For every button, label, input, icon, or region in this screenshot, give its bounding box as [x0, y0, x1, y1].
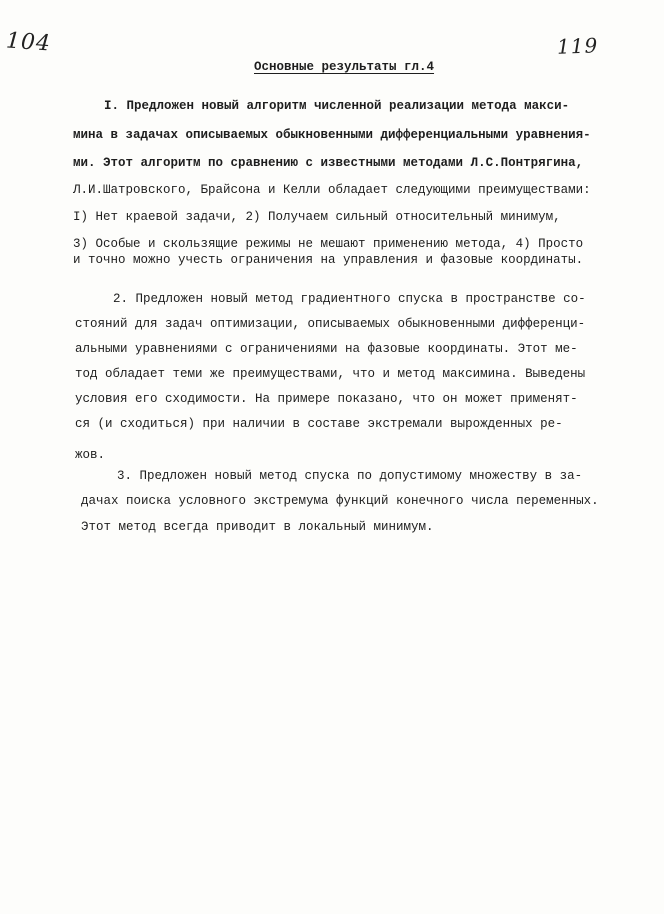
paragraph-2-line-7: жов.	[75, 448, 106, 462]
paragraph-3-line-3: Этот метод всегда приводит в локальный минимум.	[81, 520, 434, 534]
paragraph-1-line-6: 3) Особые и скользящие режимы не мешают применению метода, 4) Просто	[73, 237, 584, 251]
paragraph-3-line-1: 3. Предложен новый метод спуска по допустимому множеству в за-	[117, 469, 583, 483]
paragraph-1-line-4: Л.И.Шатровского, Брайсона и Келли обладает следующими преимуществами:	[73, 183, 591, 197]
paragraph-1-line-1: I. Предложен новый алгоритм численной реализации метода макси-	[104, 99, 570, 113]
paragraph-2-line-5: условия его сходимости. На примере показано, что он может применят-	[75, 392, 578, 406]
paragraph-1-line-3: ми. Этот алгоритм по сравнению с известными методами Л.С.Понтрягина,	[73, 156, 584, 170]
paragraph-2-line-4: тод обладает теми же преимуществами, что и метод максимина. Выведены	[75, 367, 586, 381]
paragraph-2-line-1: 2. Предложен новый метод градиентного спуска в пространстве со-	[113, 292, 586, 306]
paragraph-1-line-2: мина в задачах описываемых обыкновенными дифференциальными уравнения-	[73, 128, 591, 142]
handwritten-page-number-left: 104	[5, 28, 52, 57]
paragraph-2-line-3: альными уравнениями с ограничениями на фазовые координаты. Этот ме-	[75, 342, 578, 356]
paragraph-2-line-6: ся (и сходиться) при наличии в составе экстремали вырожденных ре-	[75, 417, 563, 431]
handwritten-page-number-right: 119	[556, 33, 599, 59]
paragraph-1-line-5: I) Нет краевой задачи, 2) Получаем сильный относительный минимум,	[73, 210, 561, 224]
paragraph-2-line-2: стояний для задач оптимизации, описываемых обыкновенными дифференци-	[75, 317, 586, 331]
paragraph-3-line-2: дачах поиска условного экстремума функций конечного числа переменных.	[81, 494, 599, 508]
paragraph-1-line-7: и точно можно учесть ограничения на управления и фазовые координаты.	[73, 253, 584, 267]
section-title: Основные результаты гл.4	[254, 60, 435, 74]
